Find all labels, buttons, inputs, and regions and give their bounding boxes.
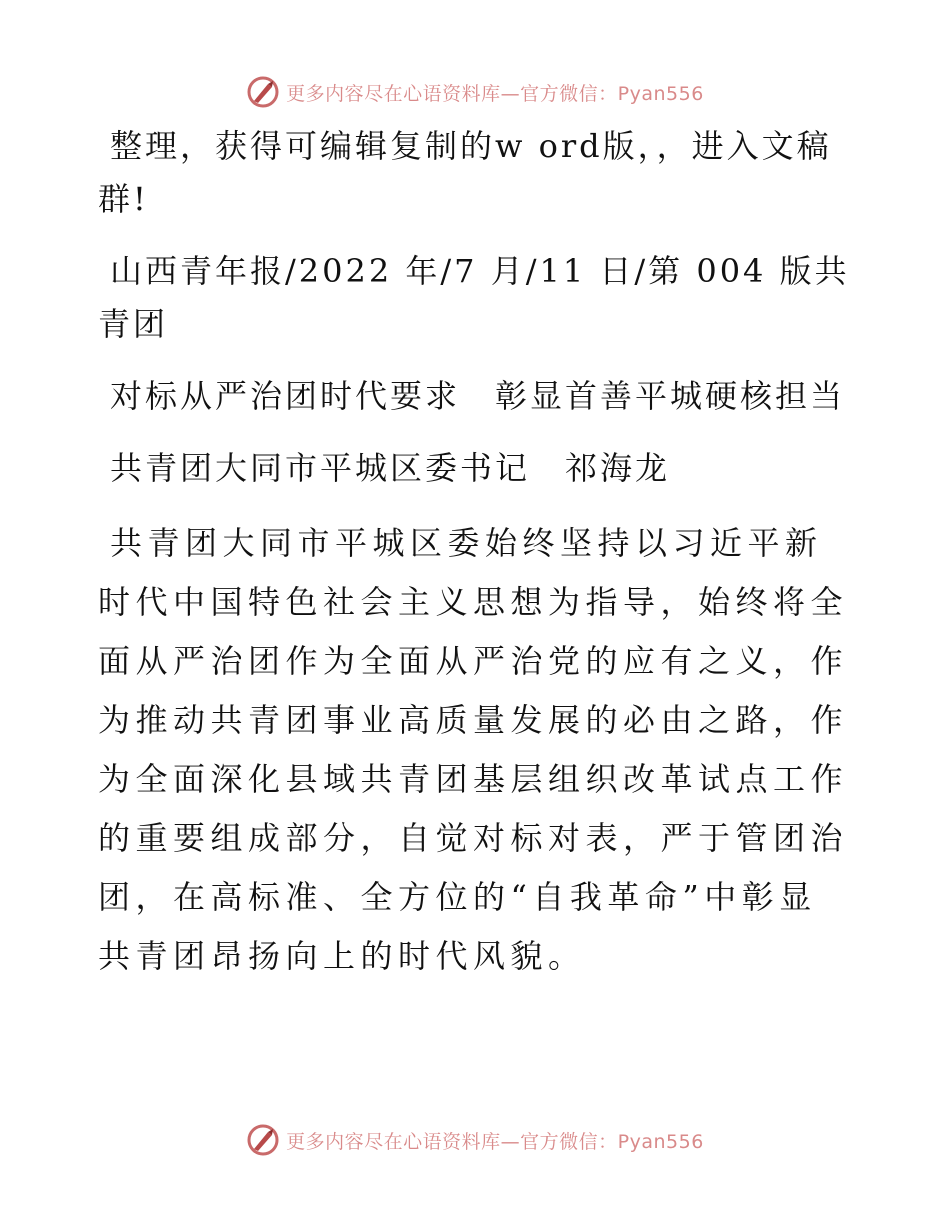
pen-quill-logo-icon (246, 75, 280, 109)
article-body-paragraph: 共青团大同市平城区委始终坚持以习近平新时代中国特色社会主义思想为指导，始终将全面从严治团作为全面从严治党的应有之义，作为推动共青团事业高质量发展的必由之路，作为全面深化县域共青团基层组织改革试点工作的重要组成部分，自觉对标对表，严于管团治团，在高标准、全方位的“自我革命”中彰显共青团昂扬向上的时代风貌。 (98, 524, 849, 975)
article-author: 共青团大同市平城区委书记 祁海龙 (110, 449, 671, 487)
header-watermark (0, 70, 950, 114)
article-title: 对标从严治团时代要求 彰显首善平城硬核担当 (110, 377, 846, 415)
watermark-text: 更多内容尽在心语资料库—官方微信：Pyan556 (286, 1130, 704, 1153)
intro-paragraph: 整理，获得可编辑复制的w ord版，，进入文稿群! (98, 127, 832, 218)
document-body (98, 120, 850, 1005)
footer-watermark (0, 1118, 950, 1162)
watermark-text: 更多内容尽在心语资料库—官方微信：Pyan556 (286, 82, 704, 105)
source-line: 山西青年报/2022 年/7 月/11 日/第 004 版共青团 (98, 252, 850, 343)
pen-quill-logo-icon (246, 1123, 280, 1157)
